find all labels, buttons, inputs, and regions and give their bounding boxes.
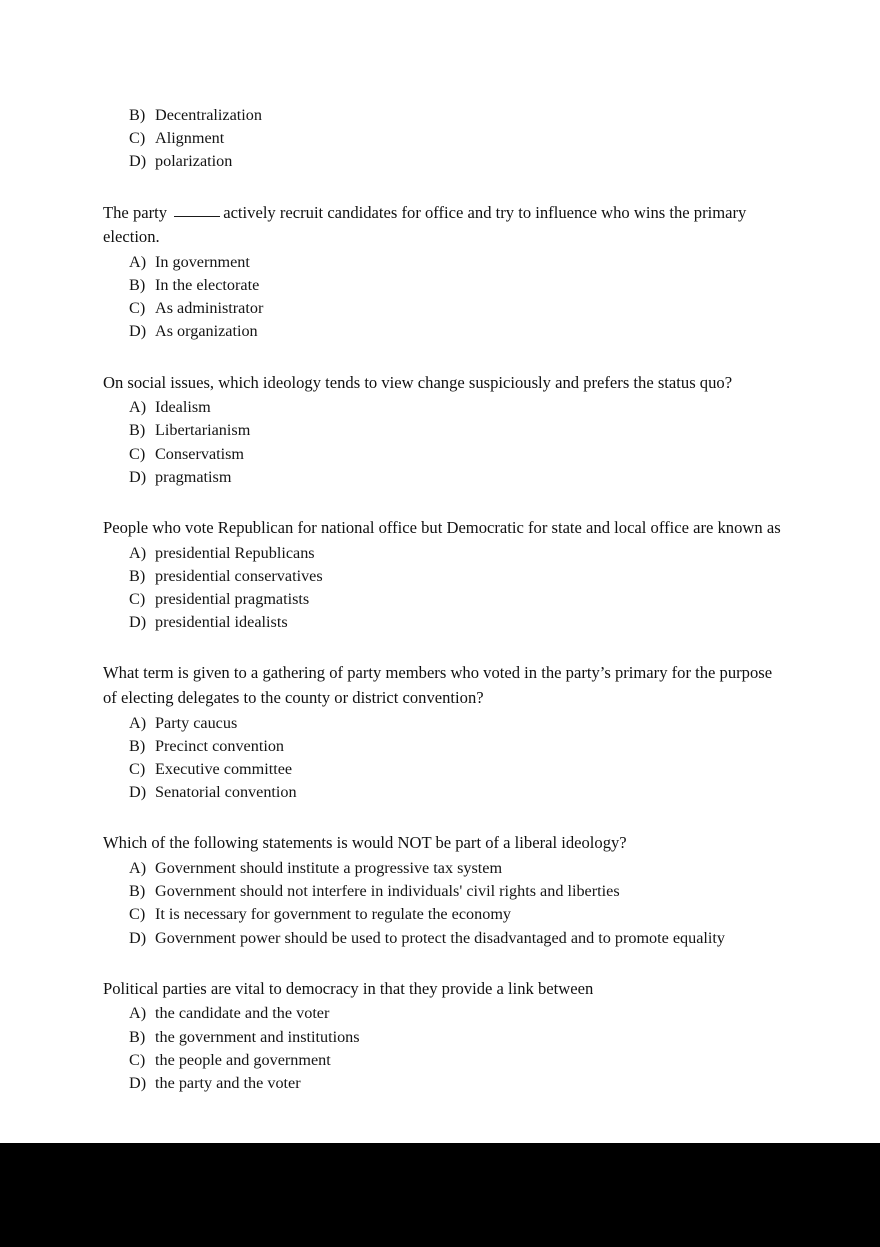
bottom-black-band [0,1143,880,1247]
option-text: presidential idealists [155,613,288,632]
option-text: Decentralization [155,106,262,124]
list-item [103,1026,781,1049]
list-item [103,443,781,466]
list-item [103,251,781,274]
list-item [103,903,781,926]
option-marker: C) [129,1050,146,1069]
list-item [103,320,781,343]
list-item [103,396,781,419]
option-marker: B) [129,1027,146,1046]
option-text: presidential pragmatists [155,590,310,609]
option-text: In the electorate [155,276,260,294]
list-item [103,880,781,903]
option-text: It is necessary for government to regulate the economy [155,905,511,924]
option-text: pragmatism [155,467,232,486]
list-item [103,104,781,127]
option-text: Precinct convention [155,736,285,755]
option-text: Government power should be used to protect the disadvantaged and to promote equality [155,928,726,947]
list-item [103,1049,781,1072]
list-item [103,542,781,565]
option-text: Senatorial convention [155,783,297,802]
option-text: Idealism [155,398,211,417]
option-marker: D) [129,322,147,341]
option-marker: A) [129,859,147,878]
option-marker: D) [129,783,147,802]
list-item [103,419,781,442]
list-item [103,127,781,150]
question-block [103,201,781,344]
option-text: polarization [155,152,233,171]
continued-options-list [103,104,781,174]
option-text: presidential conservatives [155,566,323,585]
option-text: Executive committee [155,760,293,779]
question-block [103,977,781,1095]
option-marker: C) [129,299,146,318]
options-list [103,1002,781,1095]
question-text: On social issues, which ideology tends to view change suspiciously and prefers the status quo? [103,372,733,392]
option-marker: C) [129,905,146,924]
option-text: Alignment [155,129,225,148]
option-marker: D) [129,928,147,947]
options-list [103,542,781,635]
list-item [103,1002,781,1025]
option-text: As organization [155,322,258,341]
question-text: Which of the following statements is would NOT be part of a liberal ideology? [103,833,627,853]
option-marker: B) [129,276,146,294]
option-text: In government [155,252,250,271]
question-block [103,831,781,949]
option-marker: C) [129,444,146,463]
option-marker: D) [129,1074,147,1093]
page-content [103,104,781,1095]
option-text: Government should not interfere in individuals' civil rights and liberties [155,882,620,901]
list-item [103,712,781,735]
option-text: Libertarianism [155,421,251,440]
list-item [103,466,781,489]
options-list [103,396,781,489]
option-marker: C) [129,590,146,609]
option-marker: A) [129,398,147,417]
list-item [103,927,781,950]
question-block [103,516,781,634]
list-item [103,565,781,588]
option-marker: D) [129,152,147,171]
question-block [103,661,781,804]
option-marker: D) [129,467,147,486]
list-item [103,297,781,320]
option-text: Conservatism [155,444,245,463]
list-item [103,611,781,634]
options-list [103,251,781,344]
list-item [103,758,781,781]
question-text-after-blank: actively recruit candidates for office and try to influence who wins the primary election. [103,202,747,247]
option-marker: A) [129,1004,147,1023]
question-text-before-blank: The party [103,202,172,222]
option-text: As administrator [155,299,264,318]
option-marker: C) [129,760,146,779]
option-text: the people and government [155,1050,331,1069]
option-text: Party caucus [155,713,238,732]
option-marker: A) [129,713,147,732]
question-text [103,201,781,250]
question-text: What term is given to a gathering of party members who voted in the party’s primary for the purpose of electing delegates to the county or district convention? [103,663,773,708]
list-item [103,150,781,173]
list-item [103,857,781,880]
option-marker: B) [129,566,146,585]
option-marker: A) [129,543,147,562]
list-item [103,735,781,758]
option-text: the party and the voter [155,1074,301,1093]
option-text: the government and institutions [155,1027,360,1046]
question-block [103,371,781,489]
list-item [103,781,781,804]
option-marker: C) [129,129,146,148]
list-item [103,588,781,611]
option-marker: B) [129,882,146,901]
option-text: the candidate and the voter [155,1004,330,1023]
option-text: Government should institute a progressive tax system [155,859,503,878]
options-list [103,712,781,805]
list-item [103,1072,781,1095]
option-marker: D) [129,613,147,632]
option-text: presidential Republicans [155,543,315,562]
list-item [103,274,781,297]
fill-in-blank [174,216,220,217]
option-marker: A) [129,252,147,271]
options-list [103,857,781,950]
question-text: Political parties are vital to democracy in that they provide a link between [103,978,594,998]
option-marker: B) [129,736,146,755]
option-marker: B) [129,106,146,124]
option-marker: B) [129,421,146,440]
question-text: People who vote Republican for national office but Democratic for state and local office are known as [103,518,781,538]
